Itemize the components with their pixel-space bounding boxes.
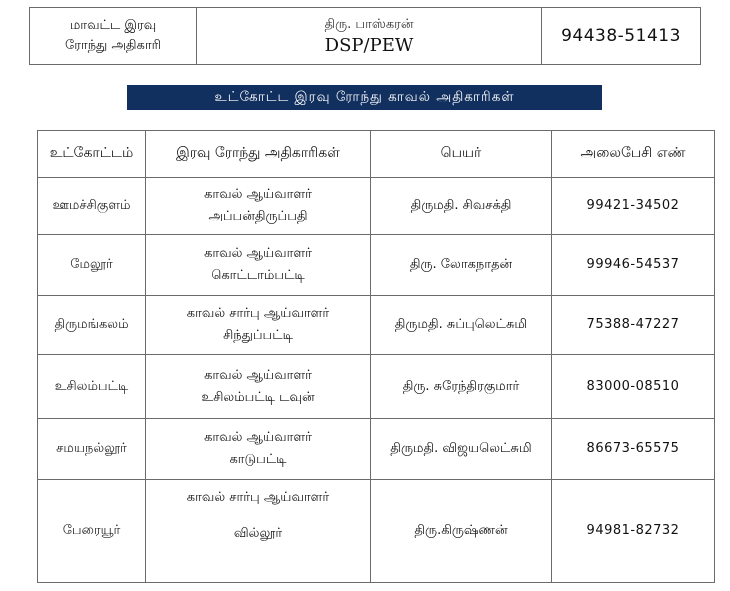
cell-subdivision: உசிலம்பட்டி xyxy=(38,355,146,419)
cell-officer xyxy=(146,235,371,296)
cell-subdivision: சமயநல்லூர் xyxy=(38,419,146,480)
cell-subdivision: பேரையூர் xyxy=(38,480,146,583)
title-line-1: மாவட்ட இரவு xyxy=(69,18,157,33)
cell-officer xyxy=(146,178,371,235)
title-line-2: ரோந்து அதிகாரி xyxy=(64,38,162,53)
cell-mobile: 86673-65575 xyxy=(552,419,715,480)
cell-name: திரு. லோகநாதன் xyxy=(371,235,552,296)
cell-station: வில்லூர் xyxy=(233,526,283,541)
cell-station: கொட்டாம்பட்டி xyxy=(211,268,305,283)
cell-rank: காவல் சார்பு ஆய்வாளர் xyxy=(186,306,330,321)
cell-mobile: 83000-08510 xyxy=(552,355,715,419)
header-subdivision: உட்கோட்டம் xyxy=(38,131,146,178)
district-officer-title xyxy=(30,8,197,64)
header-name: பெயர் xyxy=(371,131,552,178)
officer-name: திரு. பாஸ்கரன் xyxy=(324,17,414,32)
officers-table xyxy=(37,130,715,583)
header-officers: இரவு ரோந்து அதிகாரிகள் xyxy=(146,131,371,178)
header-mobile: அலைபேசி எண் xyxy=(552,131,715,178)
cell-officer xyxy=(146,296,371,355)
cell-subdivision: திருமங்கலம் xyxy=(38,296,146,355)
cell-rank: காவல் சார்பு ஆய்வாளர் xyxy=(186,490,330,505)
cell-mobile: 99421-34502 xyxy=(552,178,715,235)
district-officer-details xyxy=(197,8,542,64)
district-officer-box xyxy=(29,7,701,65)
cell-station: உசிலம்பட்டி டவுன் xyxy=(201,389,315,405)
cell-station: காடுபட்டி xyxy=(229,452,287,467)
cell-rank: காவல் ஆய்வாளர் xyxy=(204,246,312,261)
cell-name: திருமதி. சுப்புலெட்சுமி xyxy=(371,296,552,355)
table-row xyxy=(38,355,715,419)
cell-mobile: 75388-47227 xyxy=(552,296,715,355)
cell-mobile: 94981-82732 xyxy=(552,480,715,583)
cell-officer xyxy=(146,355,371,419)
table-row xyxy=(38,178,715,235)
officer-designation: DSP/PEW xyxy=(324,35,414,56)
cell-station: சிந்துப்பட்டி xyxy=(223,328,293,343)
cell-officer xyxy=(146,480,371,583)
section-banner: உட்கோட்ட இரவு ரோந்து காவல் அதிகாரிகள் xyxy=(127,85,602,110)
cell-name: திரு.கிருஷ்ணன் xyxy=(371,480,552,583)
cell-station: அப்பன்திருப்பதி xyxy=(208,209,308,224)
officer-phone: 94438-51413 xyxy=(561,26,681,46)
table-row xyxy=(38,480,715,583)
table-header-row xyxy=(38,131,715,178)
cell-officer xyxy=(146,419,371,480)
cell-rank: காவல் ஆய்வாளர் xyxy=(204,187,312,202)
cell-name: திரு. சுரேந்திரகுமார் xyxy=(371,355,552,419)
cell-mobile: 99946-54537 xyxy=(552,235,715,296)
cell-subdivision: மேலூர் xyxy=(38,235,146,296)
table-row xyxy=(38,235,715,296)
table-row xyxy=(38,296,715,355)
cell-rank: காவல் ஆய்வாளர் xyxy=(204,367,312,383)
table-row xyxy=(38,419,715,480)
cell-subdivision: ஊமச்சிகுளம் xyxy=(38,178,146,235)
cell-name: திருமதி. விஜயலெட்சுமி xyxy=(371,419,552,480)
cell-rank: காவல் ஆய்வாளர் xyxy=(204,430,312,445)
cell-name: திருமதி. சிவசக்தி xyxy=(371,178,552,235)
